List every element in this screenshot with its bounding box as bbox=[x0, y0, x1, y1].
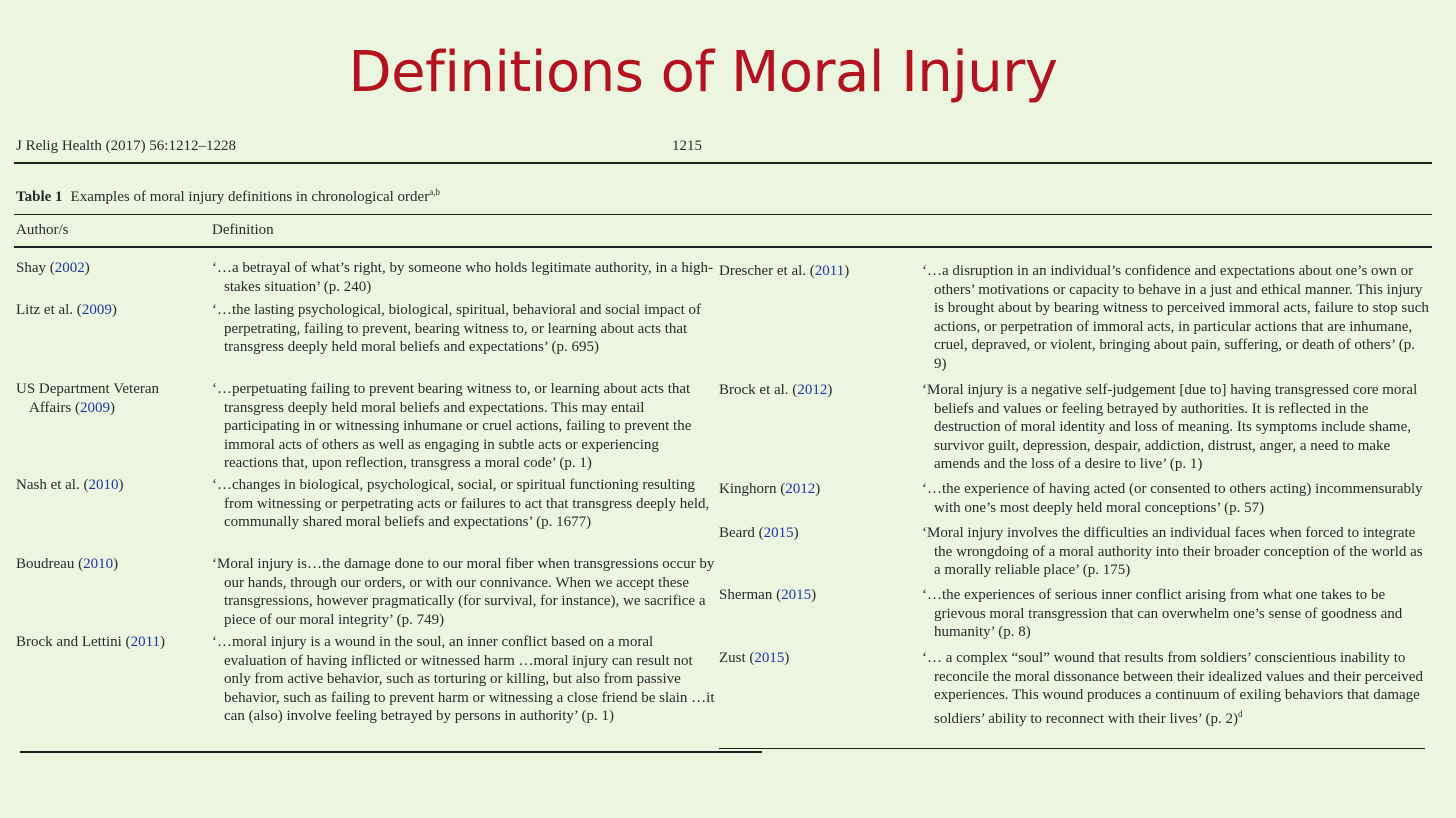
table-label: Table 1 bbox=[16, 189, 63, 205]
row-definition: ‘… a complex “soul” wound that results from soldiers’ conscientious inability to reconcile the moral dissonance between their idealized values and their perceived experiences. This wound produces a continuum of exiling behaviors that damage soldiers’ ability to reconnect with their lives’ (p. 2)$^d$ bbox=[922, 650, 1423, 727]
column-header-author: Author/s bbox=[16, 222, 69, 238]
row-author: Nash et al. (2010) bbox=[16, 477, 124, 493]
row-definition: ‘Moral injury involves the difficulties an individual faces when forced to integrate the wrongdoing of a moral authority into their broader conception of the world as a morally reliable place’ (p. 175) bbox=[922, 525, 1423, 579]
year-link[interactable]: 2015 bbox=[763, 525, 794, 541]
table-bottom-rule-left bbox=[20, 751, 762, 753]
slide-title: Definitions of Moral Injury bbox=[348, 40, 1058, 105]
header-rule bbox=[14, 162, 1432, 164]
row-author: Litz et al. (2009) bbox=[16, 302, 117, 318]
row-author: Kinghorn (2012) bbox=[719, 481, 821, 497]
row-definition: ‘Moral injury is…the damage done to our moral fiber when transgressions occur by our hands, through our orders, or with our connivance. When we accept these transgressions, however pragmatically (for survival, for instance), we sacrifice a piece of our moral integrity’ (p. 749) bbox=[212, 556, 715, 628]
footnote-marker: d bbox=[1237, 708, 1243, 719]
year-link[interactable]: 2010 bbox=[83, 556, 114, 572]
row-author: Brock et al. (2012) bbox=[719, 382, 833, 398]
row-author: Sherman (2015) bbox=[719, 587, 817, 603]
table-bottom-rule-right bbox=[719, 748, 1425, 749]
row-author: Drescher et al. (2011) bbox=[719, 263, 850, 279]
year-link[interactable]: 2012 bbox=[785, 481, 816, 497]
year-link[interactable]: 2015 bbox=[754, 650, 785, 666]
table-caption-text: Examples of moral injury definitions in chronological order bbox=[70, 189, 430, 205]
row-author: Boudreau (2010) bbox=[16, 556, 119, 572]
row-author: Beard (2015) bbox=[719, 525, 799, 541]
row-author: US Department Veteran Affairs (2009) bbox=[16, 381, 160, 416]
row-definition: ‘…the lasting psychological, biological, spiritual, behavioral and social impact of perpetrating, failing to prevent, bearing witness to, or learning about acts that transgress deeply held moral beliefs and expectations’ (p. 695) bbox=[212, 302, 702, 356]
caption-rule bbox=[14, 214, 1432, 215]
table-caption bbox=[16, 187, 440, 206]
row-definition: ‘Moral injury is a negative self-judgement [due to] having transgressed core moral beliefs and values or feeling betrayed by authorities. It is reflected in the destruction of moral identity and loss of meaning. Its symptoms include shame, survivor guilt, depression, despair, addiction, distrust, anger, a need to make amends and the loss of a desire to live’ (p. 1) bbox=[922, 382, 1418, 473]
row-author: Shay (2002) bbox=[16, 260, 90, 276]
row-author: Brock and Lettini (2011) bbox=[16, 634, 166, 650]
row-definition: ‘…the experience of having acted (or consented to others acting) incommensurably with one’s most deeply held moral conceptions’ (p. 57) bbox=[922, 481, 1423, 516]
year-link[interactable]: 2011 bbox=[130, 634, 161, 650]
row-definition: ‘…perpetuating failing to prevent bearing witness to, or learning about acts that transgress deeply held moral beliefs and expectations. This may entail participating in or witnessing inhumane or cruel actions, failing to prevent the immoral acts of others as well as engaging in subtle acts or experiencing reactions that, upon reflection, transgress a moral code’ (p. 1) bbox=[212, 381, 692, 472]
table-caption-footnote: a,b bbox=[429, 187, 440, 197]
year-link[interactable]: 2010 bbox=[88, 477, 119, 493]
year-link[interactable]: 2009 bbox=[81, 302, 112, 318]
row-definition: ‘…a disruption in an individual’s confidence and expectations about one’s own or others’ motivations or capacity to behave in a just and ethical manner. This injury is brought about by bearing witness to perceived immoral acts, failure to stop such actions, or perpetration of immoral acts, in particular actions that are inhumane, cruel, depraved, or violent, bringing about pain, suffering, or death of others’ (p. 9) bbox=[922, 263, 1429, 372]
journal-citation: J Relig Health (2017) 56:1212–1228 bbox=[16, 138, 236, 154]
row-definition: ‘…changes in biological, psychological, social, or spiritual functioning resulting from witnessing or perpetrating acts or failures to act that transgress deeply held, communally shared moral beliefs and expectations’ (p. 1677) bbox=[212, 477, 710, 531]
column-header-definition: Definition bbox=[212, 222, 274, 238]
year-link[interactable]: 2011 bbox=[814, 263, 845, 279]
journal-page-number: 1215 bbox=[672, 138, 702, 154]
year-link[interactable]: 2015 bbox=[781, 587, 812, 603]
year-link[interactable]: 2002 bbox=[54, 260, 85, 276]
row-definition: ‘…moral injury is a wound in the soul, an inner conflict based on a moral evaluation of having inflicted or witnessed harm …moral injury can result not only from active behavior, such as torturing or killing, but also from passive behavior, such as failing to prevent harm or witnessing a close friend be slain …it can (also) involve feeling betrayed by persons in authority’ (p. 1) bbox=[212, 634, 715, 725]
row-definition: ‘…a betrayal of what’s right, by someone who holds legitimate authority, in a high-stakes situation’ (p. 240) bbox=[212, 260, 713, 295]
row-definition: ‘…the experiences of serious inner conflict arising from what one takes to be grievous moral transgression that can overwhelm one’s sense of goodness and humanity’ (p. 8) bbox=[922, 587, 1403, 641]
column-header-rule bbox=[14, 246, 1432, 248]
row-author: Zust (2015) bbox=[719, 650, 790, 666]
journal-header bbox=[16, 138, 702, 155]
year-link[interactable]: 2012 bbox=[797, 382, 828, 398]
year-link[interactable]: 2009 bbox=[79, 399, 110, 416]
